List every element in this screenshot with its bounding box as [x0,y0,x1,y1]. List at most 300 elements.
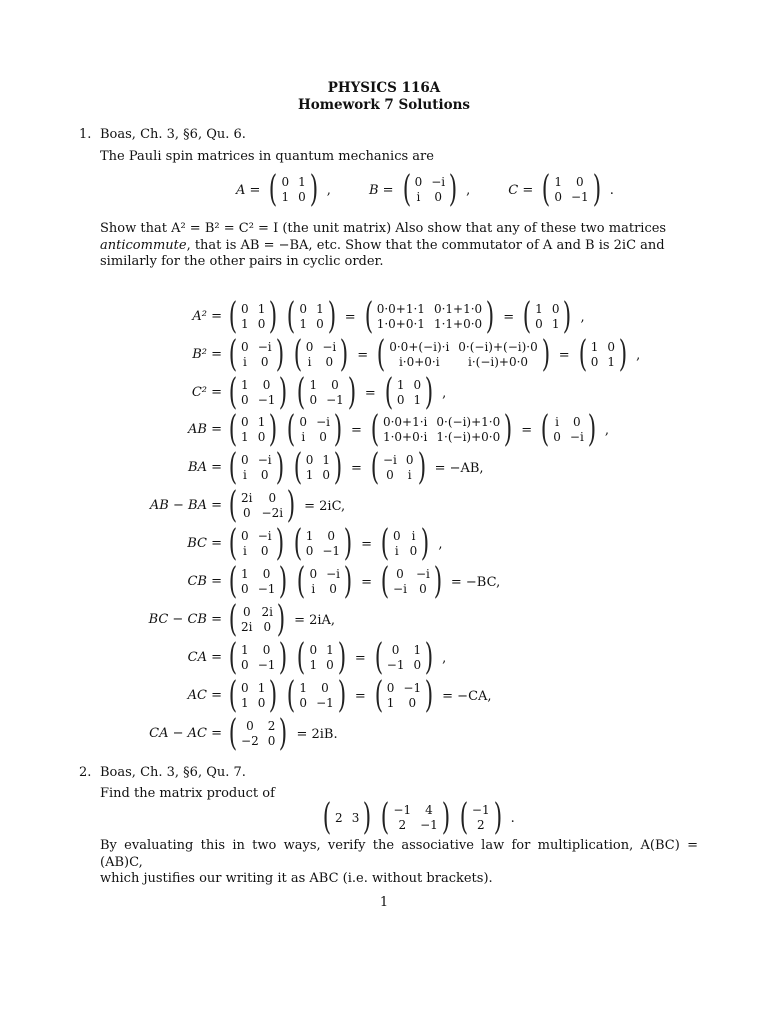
equation-tail: , [442,650,447,666]
left-paren: ( [228,599,238,640]
matrix-entry: 2i [241,491,253,505]
equation-lhs: AC = [187,688,222,703]
equation-rhs [224,487,349,525]
matrix [226,485,298,526]
left-paren: ( [297,561,306,602]
left-paren: ( [542,169,551,210]
left-paren: ( [287,675,296,716]
matrix-entry: −i [382,453,397,467]
matrix [226,372,290,413]
right-paren: ) [563,296,572,337]
matrix [226,713,290,754]
matrix-entry: 0·0+1·i [382,415,428,429]
matrix [538,409,599,450]
matrix-entry: 1·(−i)+0·0 [436,430,501,444]
matrix-entry: 0 [257,430,266,444]
equation-lhs: AB − BA = [149,498,222,513]
matrix-entry: i [242,544,247,558]
matrix [294,637,348,678]
left-paren: ( [402,169,411,210]
equation-tail: = −AB, [434,460,484,476]
matrix-entry: i [394,544,399,558]
left-paren: ( [293,447,302,488]
problem-1-intro: The Pauli spin matrices in quantum mechanics are [100,149,434,164]
matrix-entry: 0·(−i)+1·0 [436,415,501,429]
equals-sign: = [521,422,533,438]
pauli-matrix [400,169,461,210]
equation-tail: = 2iC, [304,498,346,514]
problem-2-number: 2. [79,765,92,780]
left-paren: ( [228,713,238,754]
equation-lhs: A² = [192,309,222,324]
left-paren: ( [228,561,238,602]
matrix [294,561,355,602]
matrix-entry: −2i [261,506,284,520]
definition-punct: . [609,182,614,198]
matrix-entry: −1 [257,658,276,672]
matrix-entry: 0 [316,317,324,331]
matrix-entry: 1 [241,643,249,657]
matrix-entry: −i [322,340,337,354]
right-paren: ) [340,334,349,375]
matrix-entry: 0 [326,658,334,672]
matrix-entry: −1 [420,818,438,832]
matrix-entry: 1·0+0·i [382,430,428,444]
right-paren: ) [333,409,343,450]
matrix-entry: 0 [281,175,290,189]
equals-sign: = [357,347,369,363]
matrix-entry: 0 [409,544,418,558]
column-vector [457,797,505,838]
right-paren: ) [276,599,286,640]
document-subtitle: Homework 7 Solutions [298,97,470,113]
p2-statement-line-2: which justifies our writing it as ABC (i.e. without brackets). [100,871,493,886]
matrix-entry: −1 [386,658,405,672]
matrix-entry: 0 [260,355,269,369]
matrix-entry: 2 [476,818,485,832]
matrix-entry: 2i [241,620,253,634]
right-paren: ) [493,797,502,838]
matrix-entry: 0 [241,681,249,695]
row-vector [320,797,374,838]
matrix [226,599,288,640]
matrix-entry: 1 [413,393,422,407]
page-number: 1 [379,895,389,910]
statement-line-2 [100,238,698,255]
matrix-entry: 0·0+(−i)·i [389,340,450,354]
equals-sign: = [351,422,362,438]
problem-2-product [318,798,519,838]
left-paren: ( [459,797,469,838]
matrix-entry: 0 [319,430,327,444]
matrix-entry: 0 [576,175,584,189]
equation-lhs: BA = [188,460,222,475]
right-paren: ) [269,675,278,716]
left-paren: ( [228,637,238,678]
equation-lhs: AB = [188,422,222,437]
equals-sign: = [351,460,362,476]
left-paren: ( [364,296,373,337]
left-paren: ( [374,675,383,716]
p2-statement-line-1: By evaluating this in two ways, verify the associative law for multiplication, A(BC) = (AB)C, [100,838,698,870]
left-paren: ( [228,372,238,413]
matrix-entry: 0 [260,468,269,482]
matrix-entry: 0·(−i)+(−i)·0 [458,340,538,354]
matrix-entry: 0·0+1·1 [376,302,425,316]
matrix [374,334,553,375]
matrix-entry: 1 [413,643,422,657]
matrix-entry: i [416,190,421,204]
equation-lhs: C² = [191,385,222,400]
matrix [294,372,358,413]
left-paren: ( [228,296,238,337]
matrix-entry: 1 [386,696,395,710]
matrix-entry: 1 [316,302,324,316]
problem-1-number: 1. [79,127,92,142]
right-paren: ) [441,797,451,838]
equation-tail: , [442,385,447,401]
equation-lhs: CB = [187,574,222,589]
definition-lhs: A = [236,182,261,198]
matrix [226,675,280,716]
matrix-entry: 0 [241,340,249,354]
matrix-entry: 1 [305,529,314,543]
right-paren: ) [485,296,495,337]
matrix-entry: −1 [403,681,422,695]
matrix-entry: 0 [242,605,251,619]
matrix-entry: 0 [242,506,251,520]
matrix-entry: 0 [535,317,543,331]
matrix [284,296,338,337]
problem-2-statement [100,838,698,888]
left-paren: ( [370,409,380,450]
matrix-entry: 0 [329,582,337,596]
matrix-entry: 0 [309,643,318,657]
right-paren: ) [327,296,336,337]
left-paren: ( [380,561,390,602]
matrix-entry: 0 [241,415,249,429]
matrix-entry: 0 [262,378,271,392]
matrix [226,523,287,564]
matrix-entry: 0 [325,355,334,369]
matrix-entry: 0 [607,340,616,354]
matrix-entry: i [242,355,247,369]
matrix-entry: 0 [267,734,276,748]
matrix-entry: −1 [316,696,334,710]
left-paren: ( [228,485,238,526]
matrix-entry: 1·0+0·1 [376,317,425,331]
matrix [284,409,345,450]
matrix-entry: 0 [554,190,562,204]
statement-line-2-rest: , that is AB = −BA, etc. Show that the commutator of A and B is 2iC and [186,237,665,253]
equals-sign: = [354,688,366,704]
left-paren: ( [297,637,306,678]
left-paren: ( [293,523,302,564]
matrix-entry: 1 [281,190,290,204]
equals-sign: = [558,347,570,363]
matrix [520,296,574,337]
matrix-entry: 0 [386,681,395,695]
matrix-entry: 2 [267,719,276,733]
statement-line-1: Show that A² = B² = C² = I (the unit matrix) Also show that any of these two matrices [100,221,667,236]
matrix-entry: 0 [553,430,561,444]
matrix-entry: 1 [241,317,249,331]
matrix-entry: 0 [393,529,401,543]
matrix [226,561,290,602]
definition-punct: , [326,182,331,198]
pauli-definition [365,169,474,210]
matrix-entry: 1 [241,378,249,392]
matrix-entry: 1 [241,696,249,710]
matrix-entry: 0 [305,453,314,467]
matrix-entry: 1 [309,658,318,672]
equation-tail: = −CA, [442,688,492,704]
right-paren: ) [309,169,318,210]
matrix-entry: 1 [607,355,616,369]
right-paren: ) [337,637,347,678]
matrix-entry: 1 [309,378,318,392]
matrix-entry: i·(−i)+0·0 [467,355,529,369]
pauli-definition [504,169,618,210]
left-paren: ( [228,523,238,564]
left-paren: ( [322,797,332,838]
left-paren: ( [228,409,238,450]
matrix-entry: i [242,468,247,482]
matrix-entry: 0 [241,453,249,467]
equation-rhs [224,298,589,336]
matrix-entry: 1 [257,415,266,429]
matrix-entry: 0 [322,468,330,482]
matrix-entry: i·0+0·i [398,355,440,369]
problem-2-heading: Boas, Ch. 3, §6, Qu. 7. [100,765,246,780]
matrix [576,334,630,375]
matrix-entry: 1 [305,468,314,482]
equation-rhs [224,601,339,639]
matrix-entry: 0 [408,696,417,710]
right-paren: ) [424,372,434,413]
equation-rhs [224,411,613,449]
left-paren: ( [374,637,383,678]
matrix-entry: 0 [309,393,318,407]
matrix-entry: 0 [321,681,329,695]
equation-rhs [224,677,496,715]
matrix [362,296,498,337]
matrix-entry: 2 [335,810,343,825]
matrix-entry: −2 [241,734,259,748]
matrix-entry: −1 [257,582,276,596]
left-paren: ( [228,447,238,488]
right-paren: ) [269,409,278,450]
matrix-entry: 1 [554,175,562,189]
equals-sign: = [364,385,376,401]
matrix-entry: 0 [268,491,277,505]
right-paren: ) [618,334,628,375]
right-paren: ) [343,561,353,602]
right-paren: ) [424,675,434,716]
matrix-entry: 1 [299,681,308,695]
matrix-entry: 2 [398,818,407,832]
matrix [378,561,445,602]
matrix-entry: 0 [257,696,266,710]
matrix-entry: 0 [246,719,254,733]
matrix-entry: −i [393,582,407,596]
matrix-entry: 0 [262,567,271,581]
equals-sign: = [354,650,366,666]
equation-lhs: CA − AC = [149,726,222,741]
matrix-entry: 2i [261,605,274,619]
matrix-entry: 0 [262,643,271,657]
matrix-entry: i [407,468,412,482]
equation-tail: , [580,309,585,325]
problem-1-statement [100,221,698,271]
matrix-entry: 0 [413,378,422,392]
equation-tail: , [438,536,443,552]
left-paren: ( [293,334,302,375]
right-paren: ) [269,296,278,337]
right-paren: ) [279,561,288,602]
matrix [378,523,432,564]
equation-lhs: B² = [192,347,222,362]
matrix-entry: 0 [257,317,266,331]
left-paren: ( [541,409,550,450]
matrix-entry: −1 [393,803,412,817]
equation-rhs [224,336,644,374]
matrix-entry: 0 [241,393,249,407]
pauli-definition [232,169,335,210]
left-paren: ( [269,169,278,210]
matrix-entry: 0 [299,415,308,429]
matrix-entry: 1 [322,453,330,467]
matrix-entry: 0·1+1·0 [433,302,483,316]
matrix [226,334,287,375]
left-paren: ( [384,372,394,413]
matrix-entry: 0 [241,302,249,316]
right-paren: ) [286,485,296,526]
right-paren: ) [275,523,284,564]
equation-tail: = 2iA, [294,612,336,628]
matrix-entry: 1 [298,175,306,189]
right-paren: ) [279,637,288,678]
matrix-entry: −i [569,430,584,444]
matrix-entry: 0 [386,468,394,482]
matrix-entry: −i [431,175,446,189]
right-paren: ) [343,523,353,564]
matrix-entry: −1 [322,544,341,558]
matrix-entry: 0 [305,340,314,354]
pauli-matrix [266,169,320,210]
square-matrix [378,797,453,838]
pauli-matrix [539,169,603,210]
matrix-entry: 0 [391,643,400,657]
matrix-entry: 0 [396,567,404,581]
matrix-entry: 0 [305,544,314,558]
matrix-entry: 1 [326,643,334,657]
matrix-entry: 0 [263,620,272,634]
equation-tail: , [604,422,609,438]
matrix-entry: 0 [551,302,560,316]
right-paren: ) [433,561,443,602]
problem-2-intro: Find the matrix product of [100,786,275,801]
equals-sign: = [361,536,372,552]
matrix-entry: 0 [331,378,339,392]
matrix-entry: 0 [299,696,308,710]
right-paren: ) [363,797,372,838]
matrix-entry: −i [257,529,272,543]
matrix [372,675,436,716]
equals-sign: = [503,309,515,325]
matrix [291,334,352,375]
right-paren: ) [421,523,430,564]
definition-lhs: C = [508,182,534,198]
right-paren: ) [333,447,343,488]
left-paren: ( [297,372,306,413]
left-paren: ( [381,797,390,838]
matrix [284,675,348,716]
matrix-entry: 0 [573,415,581,429]
matrix [226,296,280,337]
matrix-entry: 1·1+0·0 [433,317,483,331]
right-paren: ) [337,675,347,716]
matrix [291,523,355,564]
equation-tail: , [636,347,641,363]
left-paren: ( [287,296,296,337]
equals-sign: = [344,309,356,325]
equation-rhs [224,449,488,487]
matrix-entry: −1 [471,803,490,817]
right-paren: ) [587,409,597,450]
matrix-entry: 1 [551,317,560,331]
equation-rhs [224,715,342,753]
matrix-entry: 3 [351,810,360,825]
matrix-entry: 0 [260,544,269,558]
matrix [382,372,436,413]
matrix-entry: 0 [434,190,442,204]
matrix-entry: 1 [241,567,249,581]
matrix-entry: 0 [309,567,318,581]
matrix-entry: 0 [327,529,335,543]
matrix-entry: 0 [298,190,306,204]
left-paren: ( [578,334,587,375]
right-paren: ) [592,169,601,210]
matrix-entry: i [555,415,559,429]
right-paren: ) [504,409,513,450]
matrix [226,637,290,678]
matrix-entry: 0 [419,582,427,596]
matrix [368,447,429,488]
matrix-entry: −1 [570,190,589,204]
equation-lhs: CA = [187,650,222,665]
matrix-entry: −i [257,340,272,354]
right-paren: ) [275,447,284,488]
matrix-entry: 0 [413,658,422,672]
matrix-entry: −i [316,415,330,429]
matrix-entry: 0 [590,355,599,369]
matrix-entry: 0 [241,658,249,672]
matrix [372,637,436,678]
right-paren: ) [417,447,426,488]
matrix-entry: i [311,582,316,596]
equation-rhs [224,563,504,601]
matrix-entry: i [411,529,416,543]
equation-lhs: BC − CB = [148,612,222,627]
equation-tail: = 2iB. [296,726,338,742]
right-paren: ) [541,334,550,375]
left-paren: ( [228,675,238,716]
definition-lhs: B = [368,182,394,198]
matrix-entry: 0 [241,529,249,543]
matrix-entry: 0 [299,302,308,316]
matrix-entry: −i [326,567,341,581]
